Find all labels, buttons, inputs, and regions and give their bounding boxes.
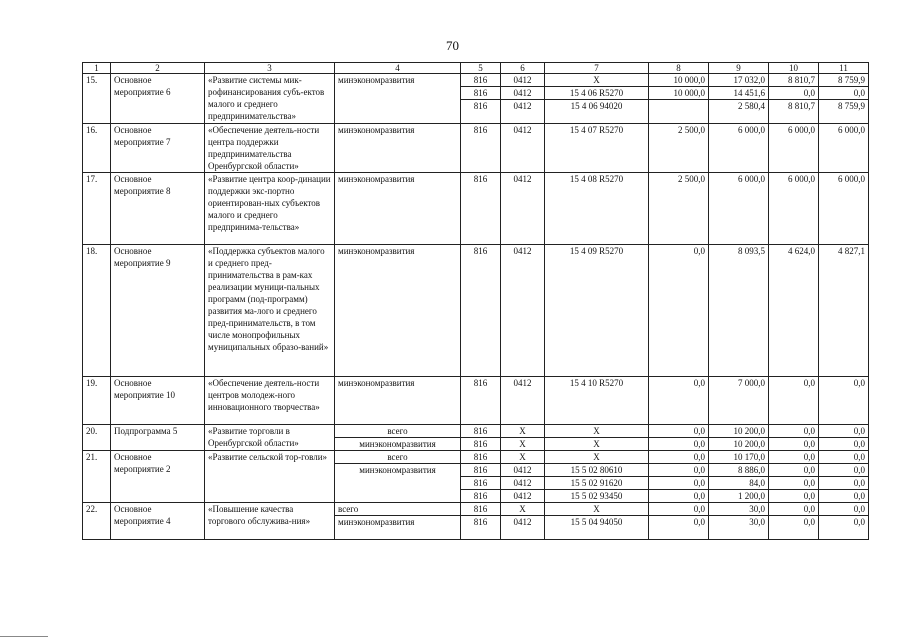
row-number: 18.	[83, 245, 111, 377]
amount-col8: 0,0	[649, 438, 709, 451]
amount-col10: 0,0	[769, 464, 819, 477]
amount-col9: 84,0	[709, 477, 769, 490]
section-code: 0412	[501, 87, 545, 100]
department: минэкономразвития	[335, 74, 461, 124]
target-article: 15 5 02 93450	[545, 490, 649, 503]
footer-divider	[0, 636, 48, 637]
amount-col11: 0,0	[819, 490, 869, 503]
col-header: 3	[205, 63, 335, 74]
amount-col9: 14 451,6	[709, 87, 769, 100]
event-title: «Обеспечение деятель-ности центров молодеж-ного инновационного творчества»	[205, 377, 335, 425]
event-name: Основное мероприятие 10	[111, 377, 205, 425]
section-code: 0412	[501, 516, 545, 540]
amount-col11: 0,0	[819, 464, 869, 477]
table-row	[83, 503, 869, 516]
event-title: «Поддержка субъектов малого и среднего пред-принимательства в рам-ках реализации муници-пальных программ (под-программ) развития ма-лого и среднего пред-принимательств, в том числе монопрофильных муниципальных образо-ваний»	[205, 245, 335, 377]
amount-col8: 2 500,0	[649, 173, 709, 245]
event-name: Основное мероприятие 2	[111, 451, 205, 503]
event-name: Основное мероприятие 8	[111, 173, 205, 245]
department: минэкономразвития	[335, 173, 461, 245]
amount-col11: 8 759,9	[819, 74, 869, 87]
amount-col10: 6 000,0	[769, 124, 819, 173]
amount-col10: 0,0	[769, 516, 819, 540]
amount-col9: 8 093,5	[709, 245, 769, 377]
row-number: 20.	[83, 425, 111, 451]
event-name: Основное мероприятие 9	[111, 245, 205, 377]
table-body	[83, 63, 869, 540]
amount-col10: 0,0	[769, 490, 819, 503]
target-article: X	[545, 425, 649, 438]
section-code: 0412	[501, 245, 545, 377]
section-code: 0412	[501, 124, 545, 173]
amount-col8: 0,0	[649, 451, 709, 464]
section-code: 0412	[501, 464, 545, 477]
col-header: 2	[111, 63, 205, 74]
amount-col8: 0,0	[649, 477, 709, 490]
grbs-code: 816	[461, 503, 501, 516]
department: минэкономразвития	[335, 245, 461, 377]
section-code: X	[501, 425, 545, 438]
header-row	[83, 63, 869, 74]
event-name: Основное мероприятие 6	[111, 74, 205, 124]
amount-col11: 0,0	[819, 477, 869, 490]
amount-col10: 0,0	[769, 438, 819, 451]
amount-col9: 6 000,0	[709, 173, 769, 245]
row-number: 17.	[83, 173, 111, 245]
amount-col10: 8 810,7	[769, 100, 819, 124]
event-name: Основное мероприятие 4	[111, 503, 205, 540]
col-header: 10	[769, 63, 819, 74]
amount-col11: 6 000,0	[819, 173, 869, 245]
col-header: 5	[461, 63, 501, 74]
budget-table	[82, 62, 869, 540]
table-row	[83, 74, 869, 87]
section-code: X	[501, 451, 545, 464]
grbs-code: 816	[461, 377, 501, 425]
amount-col11: 0,0	[819, 377, 869, 425]
col-header: 6	[501, 63, 545, 74]
amount-col11: 6 000,0	[819, 124, 869, 173]
department: минэкономразвития	[335, 516, 461, 540]
amount-col11: 0,0	[819, 516, 869, 540]
section-code: 0412	[501, 477, 545, 490]
table-row	[83, 377, 869, 425]
target-article: 15 5 02 91620	[545, 477, 649, 490]
target-article: 15 4 08 R5270	[545, 173, 649, 245]
amount-col9: 2 580,4	[709, 100, 769, 124]
event-title: «Повышение качества торгового обслужива-ния»	[205, 503, 335, 540]
amount-col9: 30,0	[709, 503, 769, 516]
amount-col8: 0,0	[649, 464, 709, 477]
section-code: 0412	[501, 173, 545, 245]
amount-col8: 0,0	[649, 516, 709, 540]
amount-col8: 10 000,0	[649, 87, 709, 100]
target-article: 15 5 04 94050	[545, 516, 649, 540]
col-header: 9	[709, 63, 769, 74]
amount-col9: 6 000,0	[709, 124, 769, 173]
col-header: 11	[819, 63, 869, 74]
amount-col11: 0,0	[819, 87, 869, 100]
col-header: 4	[335, 63, 461, 74]
amount-col9: 30,0	[709, 516, 769, 540]
amount-col11: 0,0	[819, 425, 869, 438]
table-row	[83, 425, 869, 438]
grbs-code: 816	[461, 438, 501, 451]
target-article: 15 4 09 R5270	[545, 245, 649, 377]
event-name: Подпрограмма 5	[111, 425, 205, 451]
target-article: 15 4 06 94020	[545, 100, 649, 124]
amount-col11: 0,0	[819, 451, 869, 464]
row-number: 15.	[83, 74, 111, 124]
grbs-code: 816	[461, 516, 501, 540]
amount-col8: 0,0	[649, 490, 709, 503]
target-article: X	[545, 438, 649, 451]
grbs-code: 816	[461, 124, 501, 173]
amount-col9: 1 200,0	[709, 490, 769, 503]
grbs-code: 816	[461, 477, 501, 490]
amount-col10: 0,0	[769, 87, 819, 100]
event-title: «Развитие сельской тор-говли»	[205, 451, 335, 503]
col-header: 1	[83, 63, 111, 74]
section-code: 0412	[501, 377, 545, 425]
amount-col10: 0,0	[769, 503, 819, 516]
target-article: 15 4 06 R5270	[545, 87, 649, 100]
amount-col9: 17 032,0	[709, 74, 769, 87]
section-code: X	[501, 438, 545, 451]
table-row	[83, 245, 869, 377]
amount-col10: 0,0	[769, 425, 819, 438]
amount-col11: 0,0	[819, 503, 869, 516]
grbs-code: 816	[461, 87, 501, 100]
page-number: 70	[446, 38, 459, 53]
grbs-code: 816	[461, 464, 501, 477]
col-header: 8	[649, 63, 709, 74]
amount-col8: 2 500,0	[649, 124, 709, 173]
table-row	[83, 173, 869, 245]
event-title: «Обеспечение деятель-ности центра поддержки предпринимательства Оренбургской области»	[205, 124, 335, 173]
amount-col8: 0,0	[649, 377, 709, 425]
event-title: «Развитие системы мик-рофинансирования субъ-ектов малого и среднего предпринимательства»	[205, 74, 335, 124]
amount-col8	[649, 100, 709, 124]
col-header: 7	[545, 63, 649, 74]
amount-col9: 10 200,0	[709, 438, 769, 451]
amount-col11: 4 827,1	[819, 245, 869, 377]
grbs-code: 816	[461, 74, 501, 87]
table-row	[83, 124, 869, 173]
grbs-code: 816	[461, 490, 501, 503]
amount-col10: 8 810,7	[769, 74, 819, 87]
amount-col10: 0,0	[769, 451, 819, 464]
event-title: «Развитие центра коор-динации поддержки экс-портно ориентирован-ных субъектов малого и среднего предпринима-тельства»	[205, 173, 335, 245]
amount-col9: 7 000,0	[709, 377, 769, 425]
row-number: 16.	[83, 124, 111, 173]
amount-col10: 0,0	[769, 477, 819, 490]
amount-col8: 0,0	[649, 503, 709, 516]
section-code: 0412	[501, 490, 545, 503]
target-article: X	[545, 503, 649, 516]
row-number: 21.	[83, 451, 111, 503]
department: всего	[335, 503, 461, 516]
grbs-code: 816	[461, 451, 501, 464]
target-article: 15 4 07 R5270	[545, 124, 649, 173]
amount-col9: 10 170,0	[709, 451, 769, 464]
row-number: 19.	[83, 377, 111, 425]
amount-col11: 8 759,9	[819, 100, 869, 124]
section-code: 0412	[501, 74, 545, 87]
amount-col10: 0,0	[769, 377, 819, 425]
target-article: 15 5 02 80610	[545, 464, 649, 477]
department: минэкономразвития	[335, 438, 461, 451]
section-code: 0412	[501, 100, 545, 124]
row-number: 22.	[83, 503, 111, 540]
section-code: X	[501, 503, 545, 516]
event-title: «Развитие торговли в Оренбургской области»	[205, 425, 335, 451]
table-row	[83, 451, 869, 464]
department: минэкономразвития	[335, 377, 461, 425]
grbs-code: 816	[461, 425, 501, 438]
department: минэкономразвития	[335, 124, 461, 173]
event-name: Основное мероприятие 7	[111, 124, 205, 173]
amount-col8: 10 000,0	[649, 74, 709, 87]
amount-col9: 10 200,0	[709, 425, 769, 438]
department: всего	[335, 451, 461, 464]
amount-col9: 8 886,0	[709, 464, 769, 477]
grbs-code: 816	[461, 100, 501, 124]
department: всего	[335, 425, 461, 438]
target-article: X	[545, 74, 649, 87]
target-article: 15 4 10 R5270	[545, 377, 649, 425]
amount-col10: 4 624,0	[769, 245, 819, 377]
grbs-code: 816	[461, 173, 501, 245]
grbs-code: 816	[461, 245, 501, 377]
amount-col11: 0,0	[819, 438, 869, 451]
amount-col8: 0,0	[649, 425, 709, 438]
department: минэкономразвития	[335, 464, 461, 503]
amount-col10: 6 000,0	[769, 173, 819, 245]
amount-col8: 0,0	[649, 245, 709, 377]
target-article: X	[545, 451, 649, 464]
